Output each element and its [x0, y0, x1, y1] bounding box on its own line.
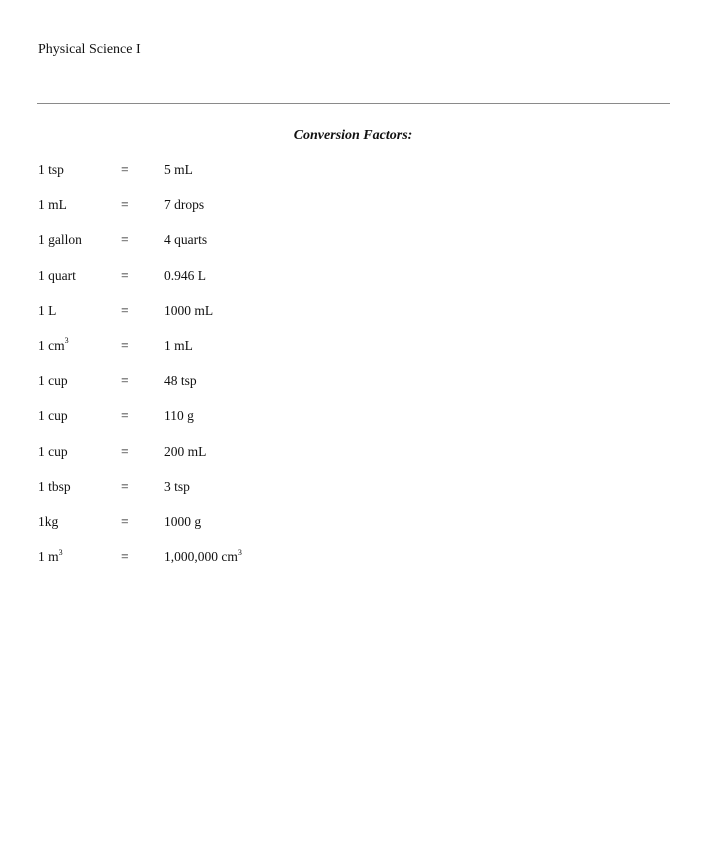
- page-header-title: Physical Science I: [38, 42, 141, 57]
- equals-sign: =: [121, 232, 129, 248]
- equals-sign: =: [121, 373, 129, 389]
- conversion-from: 1 quart: [38, 267, 76, 283]
- equals-sign: =: [121, 337, 129, 353]
- conversion-row: [0, 369, 702, 404]
- conversion-to: 0.946 L: [164, 267, 206, 283]
- conversion-from: 1 tbsp: [38, 478, 71, 494]
- superscript: 3: [58, 547, 63, 557]
- conversion-from: 1 mL: [38, 197, 67, 213]
- conversion-to: 3 tsp: [164, 478, 190, 494]
- conversion-row: [0, 228, 702, 263]
- conversion-from: 1 $m^3$: [38, 547, 63, 565]
- conversion-table: [0, 158, 702, 580]
- conversion-row: [0, 440, 702, 475]
- conversion-to: 1 mL: [164, 337, 193, 353]
- conversion-row: [0, 193, 702, 228]
- conversion-to: 5 mL: [164, 162, 193, 177]
- conversion-from: 1 tsp: [38, 162, 64, 177]
- conversion-to: 1000 g: [164, 513, 202, 529]
- conversion-from: 1 cup: [38, 408, 68, 424]
- equals-sign: =: [121, 267, 129, 283]
- equals-sign: =: [121, 197, 129, 213]
- superscript: 3: [64, 336, 69, 346]
- conversion-row: [0, 334, 702, 369]
- conversion-row: [0, 475, 702, 510]
- equals-sign: =: [121, 478, 129, 494]
- conversion-to: 7 drops: [164, 197, 205, 213]
- equals-sign: =: [121, 443, 129, 459]
- equals-sign: =: [121, 513, 129, 529]
- conversion-from: 1 L: [38, 302, 57, 318]
- conversion-row: [0, 264, 702, 299]
- conversion-to: 4 quarts: [164, 232, 208, 248]
- conversion-to: 1000 mL: [164, 302, 214, 318]
- superscript: 3: [237, 547, 242, 557]
- conversion-to: 48 tsp: [164, 373, 197, 389]
- conversion-from: 1kg: [38, 513, 59, 529]
- conversion-to: 110 g: [164, 408, 194, 424]
- conversion-row: [0, 404, 702, 439]
- conversion-to: 200 mL: [164, 443, 207, 459]
- conversion-from: 1 $cm^3$: [38, 336, 69, 353]
- conversion-from: 1 gallon: [38, 232, 82, 248]
- conversion-row: [0, 510, 702, 545]
- section-title: Conversion Factors:: [293, 128, 413, 143]
- conversion-to: 1,000,000 $cm^3$: [164, 547, 242, 565]
- equals-sign: =: [121, 408, 129, 424]
- conversion-row: [0, 299, 702, 334]
- equals-sign: =: [121, 549, 129, 565]
- header-divider: [37, 103, 670, 104]
- conversion-row: [0, 158, 702, 193]
- conversion-from: 1 cup: [38, 443, 68, 459]
- conversion-from: 1 cup: [38, 373, 68, 389]
- equals-sign: =: [121, 302, 129, 318]
- equals-sign: =: [121, 162, 129, 177]
- conversion-row: [0, 545, 702, 580]
